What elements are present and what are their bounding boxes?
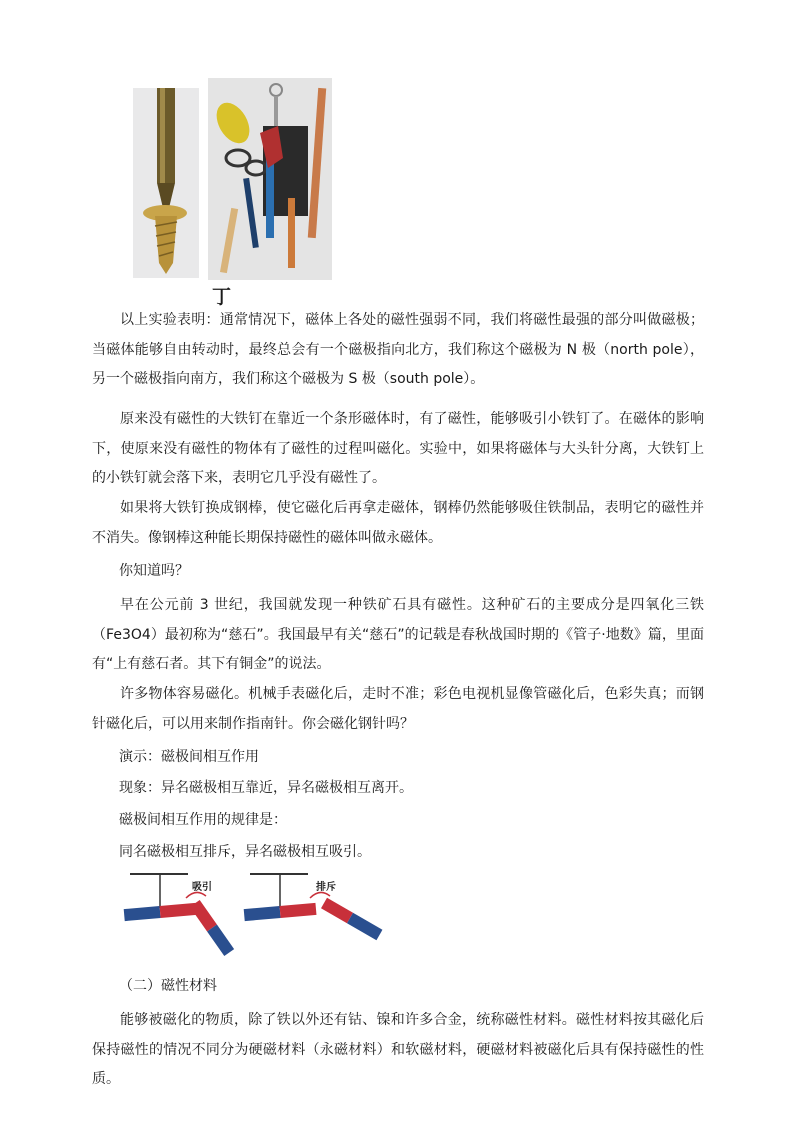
attract-label: 吸引 [192,882,212,893]
paragraph-lodestone-history: 早在公元前 3 世纪，我国就发现一种铁矿石具有磁性。这种矿石的主要成分是四氧化三铁（Fe3O4）最初称为“慈石”。我国最早有关“慈石”的记载是春秋战国时期的《管子·地数》篇，里面有“上有慈石者。其下有铜金”的说法。 [92,597,704,672]
rule-intro-line: 磁极间相互作用的规律是： [119,812,287,828]
repel-label: 排斥 [316,882,336,893]
screwdriver-screw-photo [133,88,199,278]
figure-label: 丁 [212,286,232,308]
section-heading-magnetic-materials: （二）磁性材料 [119,978,217,994]
magnet-interaction-diagram [120,868,396,968]
paragraph-easy-magnetization: 许多物体容易磁化。机械手表磁化后，走时不准；彩色电视机显像管磁化后，色彩失真；而钢针磁化后，可以用来制作指南针。你会磁化钢针吗？ [92,686,704,732]
paragraph-permanent-magnet: 如果将大铁钉换成钢棒，使它磁化后再拿走磁体，钢棒仍然能够吸住铁制品，表明它的磁性并不消失。像钢棒这种能长期保持磁性的磁体叫做永磁体。 [92,500,704,546]
attraction-diagram [124,874,234,956]
paragraph-magnetization: 原来没有磁性的大铁钉在靠近一个条形磁体时，有了磁性，能够吸引小铁钉了。在磁体的影响下，使原来没有磁性的物体有了磁性的过程叫磁化。实验中，如果将磁体与大头针分离，大铁钉上的小铁钉就会落下来，表明它几乎没有磁性了。 [92,411,704,486]
demo-line: 演示：磁极间相互作用 [119,749,259,765]
paragraph-magnetic-poles: 以上实验表明：通常情况下，磁体上各处的磁性强弱不同，我们将磁性最强的部分叫做磁极；当磁体能够自由转动时，最终总会有一个磁极指向北方，我们称这个磁极为 N 极（north pole），另一个磁极指向南方，我们称这个磁极为 S 极（south pole）。 [92,312,704,387]
rule-line: 同名磁极相互排斥，异名磁极相互吸引。 [119,844,371,860]
did-you-know-heading: 你知道吗？ [119,563,189,579]
paragraph-magnetic-materials: 能够被磁化的物质，除了铁以外还有钴、镍和许多合金，统称磁性材料。磁性材料按其磁化后保持磁性的情况不同分为硬磁材料（永磁材料）和软磁材料，硬磁材料被磁化后具有保持磁性的性质。 [92,1012,704,1087]
phenomenon-line: 现象：异名磁极相互靠近，异名磁极相互离开。 [119,780,413,796]
hanging-tools-photo [208,78,332,280]
repulsion-diagram [244,874,383,940]
